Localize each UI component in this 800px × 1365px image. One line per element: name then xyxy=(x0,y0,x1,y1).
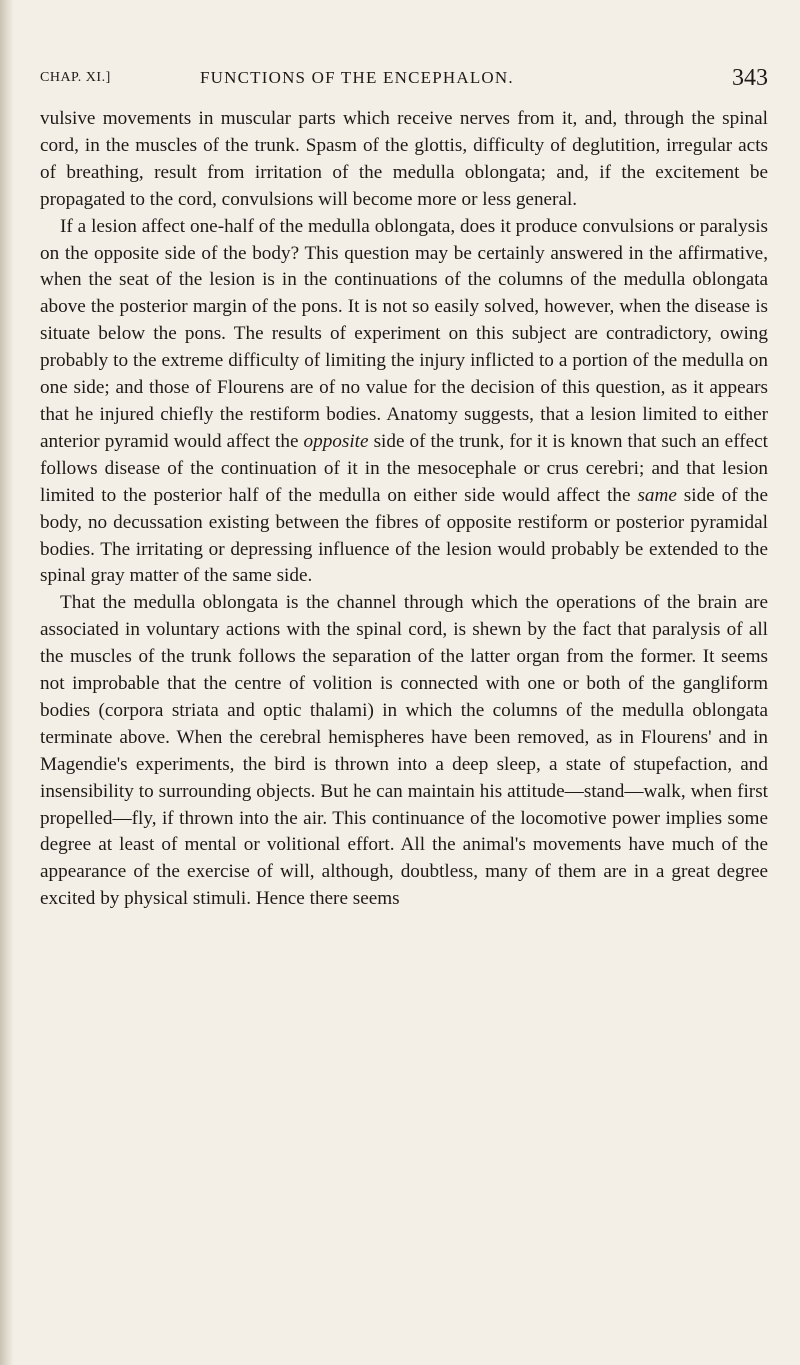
paragraph-medulla-channel: That the medulla oblongata is the channel through which the operations of the brain are associated in voluntary actions with the spinal cord, is shewn by the fact that paralysis of all the muscles of the trunk follows the separation of the latter organ from the former. It seems not improbable that the centre of volition is connected with one or both of the gangliform bodies (corpora striata and optic thalami) in which the columns of the medulla oblongata terminate above. When the cerebral hemispheres have been removed, as in Flourens' and in Magendie's experiments, the bird is thrown into a deep sleep, a state of stupefaction, and insensibility to surrounding objects. But he can maintain his attitude—stand—walk, when first propelled—fly, if thrown into the air. This continuance of the locomotive power implies some degree at least of mental or volitional effort. All the animal's movements have much of the appearance of the exercise of will, although, doubtless, many of them are in a great degree excited by physical stimuli. Hence there seems xyxy=(40,592,768,910)
italic-emphasis-opposite: opposite xyxy=(303,430,369,452)
running-title: FUNCTIONS OF THE ENCEPHALON. xyxy=(200,68,514,87)
paragraph-text-segment: If a lesion affect one-half of the medulla oblongata, does it produce convulsions or paralysis on the opposite side of the body? This question may be certainly answered in the affirmative, when the seat of the lesion is in the continuations of the columns of the medulla oblongata above the posterior margin of the pons. It is not so easily solved, however, when the disease is situate below the pons. The results of experiment on this subject are contradictory, owing probably to the extreme difficulty of limiting the injury inflicted to a portion of the medulla on one side; and those of Flourens are of no value for the decision of this question, as it appears that he injured chiefly the restiform bodies. Anatomy suggests, that a lesion limited to either anterior pyramid would affect the xyxy=(40,215,768,452)
paragraph-lesion-medulla xyxy=(40,214,768,591)
book-page xyxy=(40,60,768,913)
paragraph-continuation: vulsive movements in muscular parts which receive nerves from it, and, through the spinal cord, in the muscles of the trunk. Spasm of the glottis, difficulty of deglutition, irregular acts of breathing, result from irritation of the medulla oblongata; and, if the excitement be propagated to the cord, convulsions will become more or less general. xyxy=(40,108,768,210)
page-binding-edge xyxy=(0,0,14,1365)
body-text xyxy=(40,106,768,913)
running-head xyxy=(40,60,768,96)
paragraph-text-segment: side of the trunk, for it is known that such an effect follows disease of the continuation of it in the mesocephale or crus cerebri; and that lesion limited to the posterior half of the medulla on either side would affect the xyxy=(40,430,768,506)
italic-emphasis-same: same xyxy=(637,484,677,506)
paragraph-text-segment: side of the body, no decussation existing between the fibres of opposite restiform or posterior pyramidal bodies. The irritating or depressing influence of the lesion would probably be extended to the spinal gray matter of the same side. xyxy=(40,484,768,587)
page-number: 343 xyxy=(732,65,768,91)
chapter-label: CHAP. XI.] xyxy=(40,70,111,85)
